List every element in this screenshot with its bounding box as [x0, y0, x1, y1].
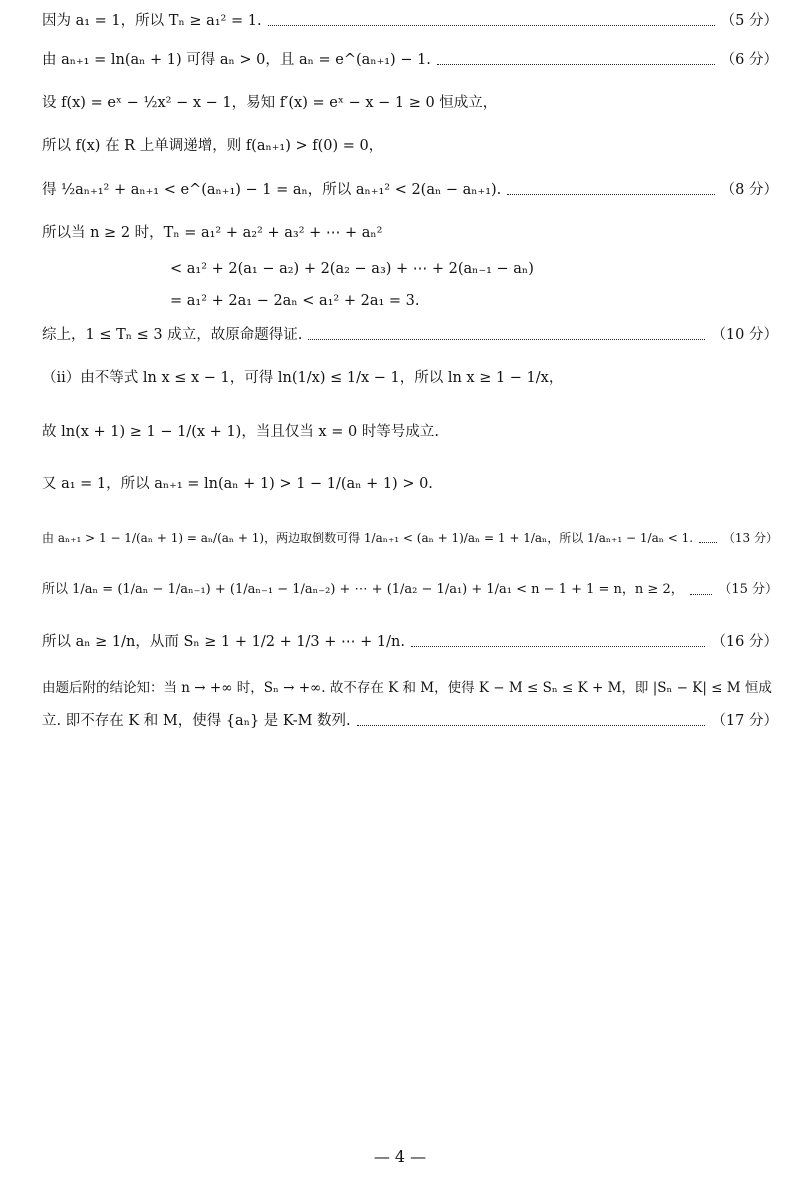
proof-line	[42, 678, 778, 698]
proof-line	[42, 11, 778, 31]
line-text: 立. 即不存在 K 和 M，使得 {aₙ} 是 K-M 数列.	[42, 713, 351, 729]
line-text: < a₁² + 2(a₁ − a₂) + 2(a₂ − a₃) + ⋯ + 2(aₙ₋₁ − aₙ)	[170, 261, 534, 277]
dot-leader	[357, 717, 706, 726]
dot-leader	[308, 331, 705, 340]
page-number: — 4 —	[373, 1147, 427, 1166]
score-label: （5 分）	[720, 13, 778, 29]
line-text: 得 ½aₙ₊₁² + aₙ₊₁ < e^(aₙ₊₁) − 1 = aₙ，所以 aₙ₊₁² < 2(aₙ − aₙ₊₁).	[42, 182, 502, 198]
proof-line	[42, 180, 778, 200]
dot-leader	[507, 186, 714, 195]
dot-leader	[699, 534, 717, 543]
line-text: 故 ln(x + 1) ≥ 1 − 1/(x + 1)，当且仅当 x = 0 时等号成立.	[42, 424, 439, 440]
proof-line	[42, 223, 778, 243]
dot-leader	[411, 638, 705, 647]
proof-line	[42, 711, 778, 731]
dot-leader	[437, 56, 715, 65]
dot-leader	[690, 586, 713, 595]
score-label: （13 分）	[722, 531, 778, 545]
proof-line	[42, 580, 778, 600]
line-text: 又 a₁ = 1，所以 aₙ₊₁ = ln(aₙ + 1) > 1 − 1/(aₙ + 1) > 0.	[42, 476, 433, 492]
score-label: （17 分）	[711, 713, 778, 729]
proof-line	[42, 632, 778, 652]
score-label: （16 分）	[711, 634, 778, 650]
proof-line	[42, 93, 778, 113]
proof-line	[42, 422, 778, 442]
line-text: 所以 1/aₙ = (1/aₙ − 1/aₙ₋₁) + (1/aₙ₋₁ − 1/aₙ₋₂) + ⋯ + (1/a₂ − 1/a₁) + 1/a₁ < n − 1 + 1 = n，n ≥ 2，	[42, 582, 684, 597]
line-text: 因为 a₁ = 1，所以 Tₙ ≥ a₁² = 1.	[42, 13, 262, 29]
proof-line	[42, 50, 778, 70]
line-text: = a₁² + 2a₁ − 2aₙ < a₁² + 2a₁ = 3.	[170, 293, 420, 309]
score-label: （6 分）	[720, 52, 778, 68]
dot-leader	[268, 17, 715, 26]
line-text: 所以 aₙ ≥ 1/n，从而 Sₙ ≥ 1 + 1/2 + 1/3 + ⋯ + 1/n.	[42, 634, 405, 650]
line-text: 由题后附的结论知：当 n → +∞ 时，Sₙ → +∞. 故不存在 K 和 M，使得 K − M ≤ Sₙ ≤ K + M，即 |Sₙ − K| ≤ M 恒成	[42, 680, 772, 696]
proof-line	[170, 291, 778, 311]
proof-line	[42, 368, 778, 388]
proof-line	[170, 259, 778, 279]
proof-line	[42, 325, 778, 345]
proof-line	[42, 136, 778, 156]
line-text: 所以当 n ≥ 2 时，Tₙ = a₁² + a₂² + a₃² + ⋯ + aₙ²	[42, 225, 383, 241]
line-text: （ⅱ）由不等式 ln x ≤ x − 1，可得 ln(1/x) ≤ 1/x − 1，所以 ln x ≥ 1 − 1/x，	[42, 370, 564, 386]
line-text: 由 aₙ₊₁ = ln(aₙ + 1) 可得 aₙ > 0，且 aₙ = e^(aₙ₊₁) − 1.	[42, 52, 431, 68]
score-label: （15 分）	[718, 582, 778, 597]
score-label: （10 分）	[711, 327, 778, 343]
line-text: 综上，1 ≤ Tₙ ≤ 3 成立，故原命题得证.	[42, 327, 303, 343]
line-text: 所以 f(x) 在 R 上单调递增，则 f(aₙ₊₁) > f(0) = 0，	[42, 138, 384, 154]
score-label: （8 分）	[720, 182, 778, 198]
proof-line	[42, 474, 778, 494]
proof-line	[42, 528, 778, 548]
line-text: 设 f(x) = eˣ − ½x² − x − 1，易知 f′(x) = eˣ − x − 1 ≥ 0 恒成立，	[42, 95, 498, 111]
line-text: 由 aₙ₊₁ > 1 − 1/(aₙ + 1) = aₙ/(aₙ + 1)，两边取倒数可得 1/aₙ₊₁ < (aₙ + 1)/aₙ = 1 + 1/aₙ，所以 1/aₙ₊₁ − 1/aₙ < 1.	[42, 531, 694, 545]
